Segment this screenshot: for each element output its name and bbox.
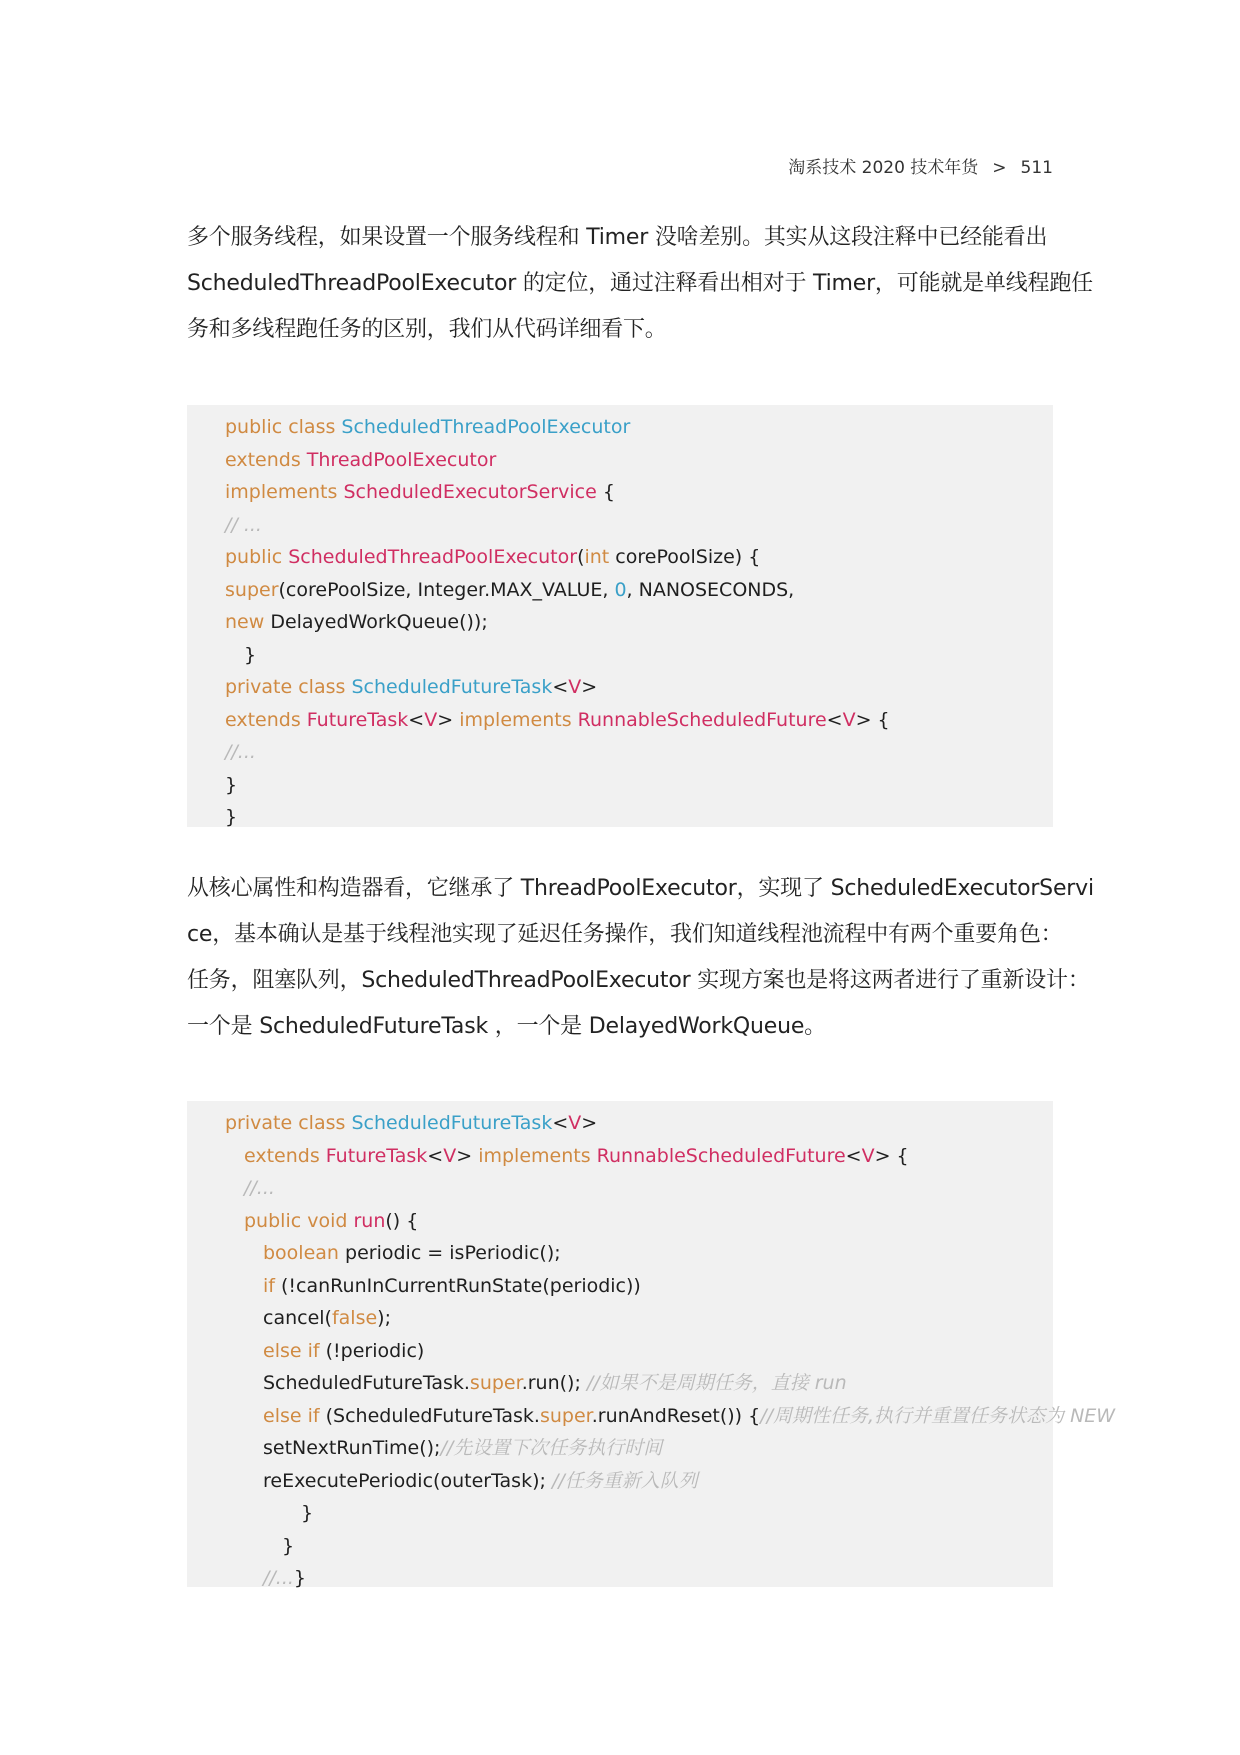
code-line: [225, 411, 1053, 444]
code-token: >: [581, 1112, 598, 1134]
code-line: [225, 639, 1053, 672]
code-token: private class: [225, 676, 352, 698]
paragraph-line: ce，基本确认是基于线程池实现了延迟任务操作，我们知道线程池流程中有两个重要角色：: [187, 922, 1063, 947]
code-token: RunnableScheduledFuture: [596, 1144, 846, 1167]
code-token: public class: [225, 416, 342, 438]
code-line: [225, 1237, 1053, 1270]
code-token: //...: [225, 741, 256, 763]
code-token: else if: [263, 1404, 326, 1427]
code-token: public: [225, 546, 289, 568]
code-line: [225, 541, 1053, 574]
code-token: }: [282, 1534, 295, 1557]
paragraph-1: [187, 215, 1093, 353]
code-line: [225, 1140, 1053, 1173]
code-token: V: [443, 1144, 457, 1167]
code-token: ScheduledFutureTask: [351, 676, 553, 698]
code-token: super: [469, 1372, 522, 1394]
code-token: cancel(: [263, 1307, 332, 1329]
header-separator: >: [992, 158, 1007, 178]
code-token: }: [225, 806, 238, 828]
code-token: V: [861, 1144, 875, 1167]
code-token: }: [225, 773, 238, 796]
code-token: <: [552, 1112, 569, 1134]
code-token: FutureTask: [306, 708, 409, 731]
code-token: );: [377, 1307, 391, 1329]
code-token: int: [584, 546, 616, 568]
paragraph-line: 任务，阻塞队列，ScheduledThreadPoolExecutor 实现方案也是将这两者进行了重新设计：: [187, 968, 1090, 993]
code-token: //...: [263, 1567, 294, 1589]
code-line: [225, 476, 1053, 509]
code-token: if: [263, 1274, 282, 1297]
code-token: }: [293, 1567, 307, 1589]
code-line: [225, 1335, 1053, 1368]
code-line: [225, 606, 1053, 639]
paragraph-line: 从核心属性和构造器看，它继承了 ThreadPoolExecutor，实现了 ScheduledExecutorServi: [187, 876, 1094, 901]
code-token: reExecutePeriodic(outerTask);: [263, 1469, 552, 1492]
code-token: implements: [459, 708, 578, 731]
code-line: [225, 444, 1053, 477]
code-token: RunnableScheduledFuture: [577, 708, 827, 731]
code-token: ScheduledExecutorService: [343, 481, 597, 503]
code-token: implements: [478, 1144, 597, 1167]
code-token: ScheduledFutureTask.: [263, 1372, 470, 1394]
code-token: //如果不是周期任务，直接 run: [586, 1372, 847, 1394]
code-token: periodic = isPeriodic();: [345, 1242, 561, 1264]
code-token: (!canRunInCurrentRunState(periodic)): [281, 1274, 641, 1297]
code-token: >: [581, 676, 598, 698]
code-token: (: [577, 546, 585, 568]
paragraph-line: 务和多线程跑任务的区别，我们从代码详细看下。: [187, 317, 667, 342]
code-line: [225, 1562, 1053, 1595]
code-token: V: [424, 708, 438, 731]
code-token: (ScheduledFutureTask.: [325, 1404, 540, 1427]
code-token: run: [353, 1209, 386, 1232]
code-token: <: [552, 676, 569, 698]
code-token: >: [456, 1144, 479, 1167]
code-token: public void: [244, 1209, 354, 1232]
code-line: [225, 801, 1053, 834]
code-line: [225, 1367, 1053, 1400]
page-number: 511: [1020, 158, 1053, 178]
code-token: ScheduledFutureTask: [351, 1112, 553, 1134]
code-token: //任务重新入队列: [551, 1469, 698, 1492]
code-token: boolean: [263, 1242, 346, 1264]
code-token: <: [845, 1144, 862, 1167]
code-token: }: [244, 643, 257, 666]
code-block-2: [187, 1101, 1116, 1589]
code-line: [225, 1530, 1053, 1563]
code-token: super: [539, 1404, 592, 1427]
code-token: corePoolSize) {: [615, 546, 761, 568]
code-token: false: [331, 1307, 378, 1329]
code-token: () {: [385, 1209, 419, 1232]
code-token: , NANOSECONDS,: [626, 578, 795, 601]
code-line: [225, 1497, 1053, 1530]
code-token: V: [842, 708, 856, 731]
page-header: [788, 153, 1053, 178]
code-token: (corePoolSize, Integer.MAX_VALUE,: [278, 578, 615, 601]
code-token: {: [596, 481, 615, 503]
code-token: else if: [263, 1339, 326, 1362]
code-line: [225, 769, 1053, 802]
code-block-1: [187, 405, 1053, 827]
code-token: 0: [614, 578, 627, 601]
code-token: implements: [225, 481, 344, 503]
code-token: ScheduledThreadPoolExecutor: [288, 546, 578, 568]
code-line: [225, 509, 1053, 542]
code-token: DelayedWorkQueue());: [270, 611, 488, 633]
code-token: >: [437, 708, 460, 731]
code-token: (!periodic): [325, 1339, 425, 1362]
code-line: [225, 1302, 1053, 1335]
book-title: 淘系技术 2020 技术年货: [788, 158, 979, 178]
code-token: super: [225, 578, 279, 601]
paragraph-2: [187, 866, 1094, 1050]
code-line: [225, 1465, 1053, 1498]
code-token: <: [408, 708, 425, 731]
code-line: [225, 704, 1053, 737]
code-token: }: [301, 1502, 314, 1524]
code-token: extends: [225, 448, 307, 471]
code-token: // ...: [225, 513, 262, 536]
code-token: //...: [244, 1177, 275, 1199]
code-token: > {: [855, 708, 890, 731]
paragraph-line: 多个服务线程，如果设置一个服务线程和 Timer 没啥差别。其实从这段注释中已经能看出: [187, 225, 1048, 250]
code-token: .run();: [521, 1372, 587, 1394]
code-line: [225, 574, 1053, 607]
code-token: V: [568, 676, 582, 698]
code-token: //周期性任务,执行并重置任务状态为 NEW: [760, 1404, 1116, 1427]
code-line: [225, 1205, 1053, 1238]
code-token: setNextRunTime();: [263, 1437, 441, 1459]
code-token: //先设置下次任务执行时间: [440, 1437, 663, 1459]
paragraph-line: 一个是 ScheduledFutureTask ，一个是 DelayedWorkQueue。: [187, 1014, 826, 1039]
code-token: ThreadPoolExecutor: [306, 448, 497, 471]
code-token: <: [427, 1144, 444, 1167]
code-token: extends: [225, 708, 307, 731]
paragraph-line: ScheduledThreadPoolExecutor 的定位，通过注释看出相对于 Timer，可能就是单线程跑任: [187, 271, 1093, 296]
code-line: [225, 1107, 1053, 1140]
code-line: [225, 1432, 1053, 1465]
code-line: [225, 1172, 1053, 1205]
code-token: ScheduledThreadPoolExecutor: [341, 416, 631, 438]
code-token: FutureTask: [325, 1144, 428, 1167]
code-line: [225, 1270, 1053, 1303]
code-line: [225, 1400, 1116, 1433]
code-token: .runAndReset()) {: [591, 1404, 761, 1427]
code-token: V: [568, 1112, 582, 1134]
code-token: private class: [225, 1112, 352, 1134]
code-line: [225, 671, 1053, 704]
code-token: > {: [874, 1144, 909, 1167]
code-token: new: [225, 611, 271, 633]
code-token: extends: [244, 1144, 326, 1167]
code-token: <: [826, 708, 843, 731]
code-line: [225, 736, 1053, 769]
